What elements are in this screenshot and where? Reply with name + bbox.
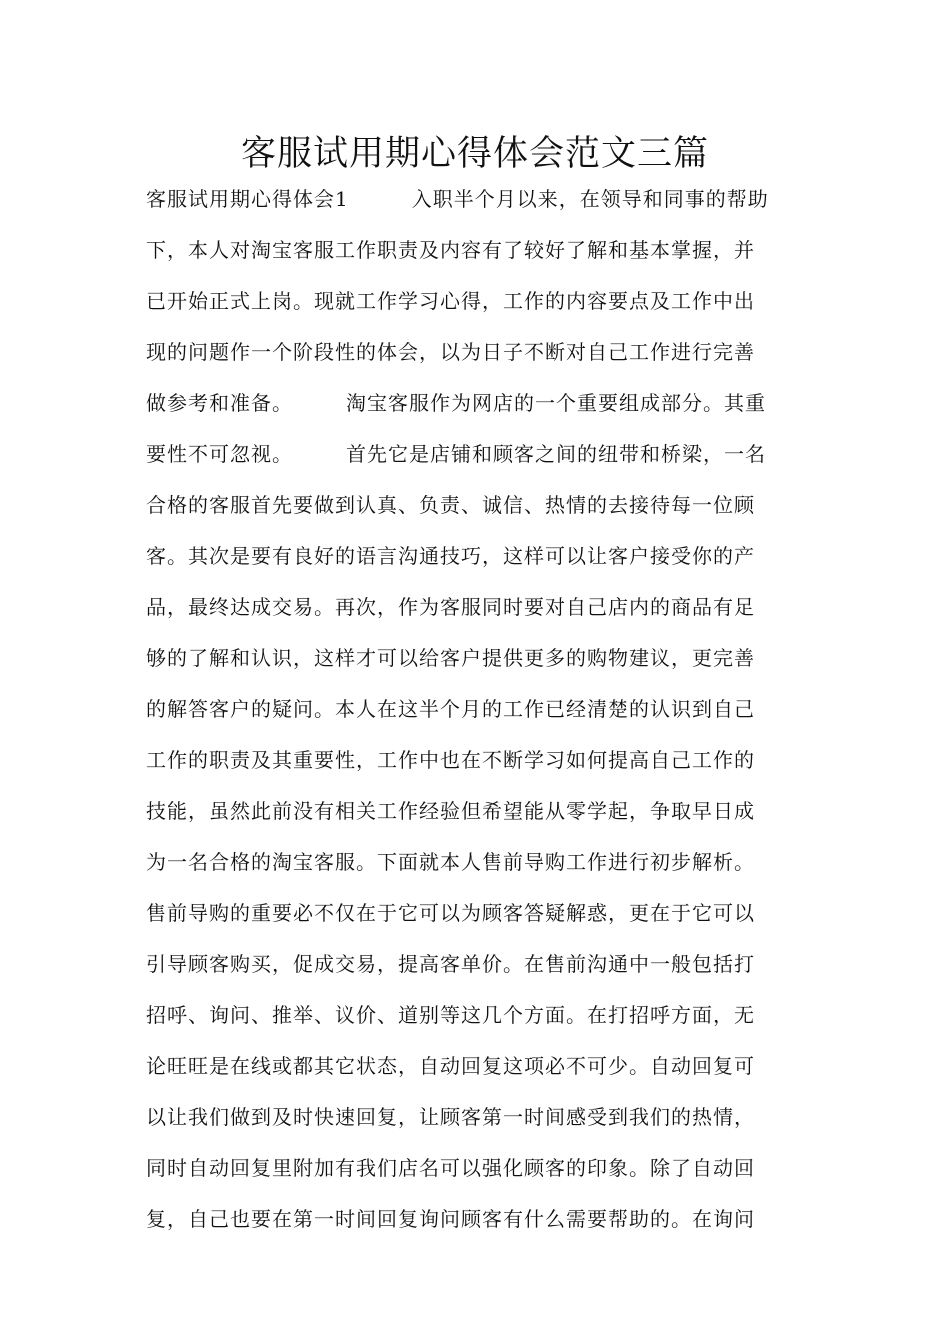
body-line: 下，本人对淘宝客服工作职责及内容有了较好了解和基本掌握，并 (146, 238, 755, 262)
body-line: 工作的职责及其重要性，工作中也在不断学习如何提高自己工作的 (146, 748, 755, 772)
body-line: 品，最终达成交易。再次，作为客服同时要对自己店内的商品有足 (146, 595, 755, 619)
body-line: 现的问题作一个阶段性的体会，以为日子不断对自己工作进行完善 (146, 340, 755, 364)
body-line: 复，自己也要在第一时间回复询问顾客有什么需要帮助的。在询问 (146, 1207, 755, 1231)
body-line: 技能，虽然此前没有相关工作经验但希望能从零学起，争取早日成 (146, 799, 755, 823)
document-body (146, 174, 806, 1245)
body-line: 的解答客户的疑问。本人在这半个月的工作已经清楚的认识到自己 (146, 697, 755, 721)
body-line: 以让我们做到及时快速回复，让顾客第一时间感受到我们的热情， (146, 1105, 755, 1129)
body-line: 要性不可忽视。 首先它是店铺和顾客之间的纽带和桥梁，一名 (146, 442, 766, 466)
body-line: 引导顾客购买，促成交易，提高客单价。在售前沟通中一般包括打 (146, 952, 755, 976)
body-line: 合格的客服首先要做到认真、负责、诚信、热情的去接待每一位顾 (146, 493, 755, 517)
body-line: 同时自动回复里附加有我们店名可以强化顾客的印象。除了自动回 (146, 1156, 755, 1180)
body-line: 客服试用期心得体会1 入职半个月以来，在领导和同事的帮助 (146, 187, 769, 211)
body-line: 售前导购的重要必不仅在于它可以为顾客答疑解惑，更在于它可以 (146, 901, 755, 925)
body-line: 够的了解和认识，这样才可以给客户提供更多的购物建议，更完善 (146, 646, 755, 670)
body-line: 已开始正式上岗。现就工作学习心得，工作的内容要点及工作中出 (146, 289, 755, 313)
body-line: 招呼、询问、推举、议价、道别等这几个方面。在打招呼方面，无 (146, 1003, 755, 1027)
body-line: 做参考和准备。 淘宝客服作为网店的一个重要组成部分。其重 (146, 391, 766, 415)
body-line: 为一名合格的淘宝客服。下面就本人售前导购工作进行初步解析。 (146, 850, 755, 874)
body-line: 论旺旺是在线或都其它状态，自动回复这项必不可少。自动回复可 (146, 1054, 755, 1078)
document-title: 客服试用期心得体会范文三篇 (240, 134, 709, 174)
body-line: 客。其次是要有良好的语言沟通技巧，这样可以让客户接受你的产 (146, 544, 755, 568)
